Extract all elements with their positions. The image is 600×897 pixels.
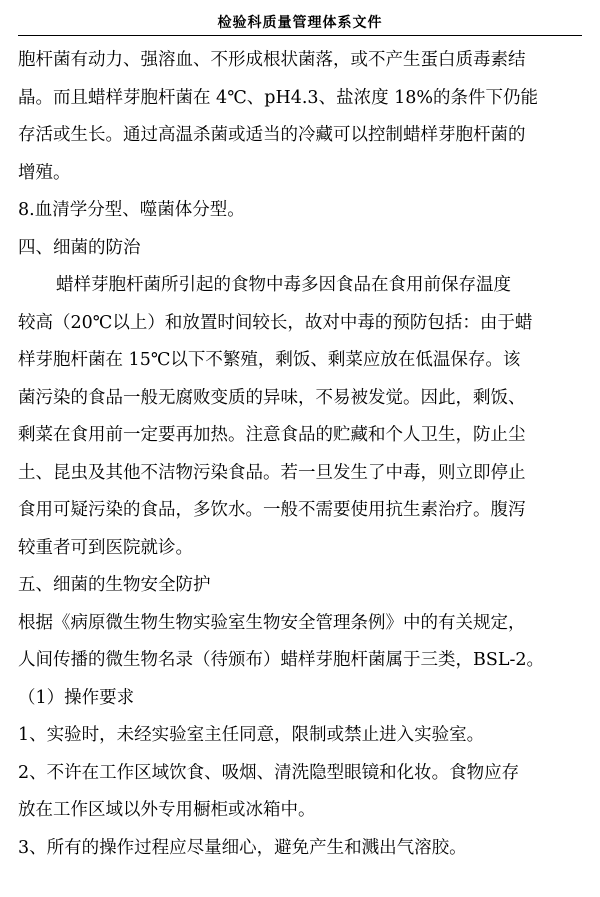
body-line: 蜡样芽胞杆菌所引起的食物中毒多因食品在食用前保存温度	[56, 275, 511, 295]
list-item-requirement-1: 1、实验时，未经实验室主任同意，限制或禁止进入实验室。	[18, 725, 485, 745]
body-line: 增殖。	[18, 162, 71, 183]
body-line: 剩菜在食用前一定要再加热。注意食品的贮藏和个人卫生，防止尘	[18, 425, 526, 445]
list-item-requirement-3: 3、所有的操作过程应尽量细心，避免产生和溅出气溶胶。	[18, 837, 467, 858]
body-line: 较重者可到医院就诊。	[18, 537, 193, 558]
body-line: 人间传播的微生物名录（待颁布）蜡样芽胞杆菌属于三类，BSL-2。	[18, 650, 545, 670]
document-body	[18, 42, 584, 867]
body-line: 放在工作区域以外专用橱柜或冰箱中。	[18, 800, 316, 820]
body-line: 菌污染的食品一般无腐败变质的异味，不易被发觉。因此，剩饭、	[18, 387, 526, 408]
section-heading-prevention: 四、细菌的防治	[18, 237, 141, 258]
body-line: 胞杆菌有动力、强溶血、不形成根状菌落，或不产生蛋白质毒素结	[18, 50, 526, 70]
body-line: 土、昆虫及其他不洁物污染食品。若一旦发生了中毒，则立即停止	[18, 462, 526, 483]
body-line: 存活或生长。通过高温杀菌或适当的冷藏可以控制蜡样芽胞杆菌的	[18, 125, 526, 145]
body-line: 较高（20℃以上）和放置时间较长，故对中毒的预防包括：由于蜡	[18, 312, 533, 333]
subheading-operation-requirements: （1）操作要求	[18, 687, 135, 708]
header-divider	[18, 35, 582, 36]
section-heading-biosafety: 五、细菌的生物安全防护	[18, 575, 211, 595]
body-line: 样芽胞杆菌在 15℃以下不繁殖，剩饭、剩菜应放在低温保存。该	[18, 350, 521, 370]
document-header-title: 检验科质量管理体系文件	[217, 15, 383, 31]
list-item-serotyping: 8.血清学分型、噬菌体分型。	[18, 200, 245, 220]
list-item-requirement-2: 2、不许在工作区域饮食、吸烟、清洗隐型眼镜和化妆。食物应存	[18, 762, 520, 783]
body-line: 根据《病原微生物生物实验室生物安全管理条例》中的有关规定，	[18, 612, 526, 633]
body-line: 晶。而且蜡样芽胞杆菌在 4℃、pH4.3、盐浓度 18%的条件下仍能	[18, 87, 539, 108]
body-line: 食用可疑污染的食品，多饮水。一般不需要使用抗生素治疗。腹泻	[18, 500, 526, 520]
